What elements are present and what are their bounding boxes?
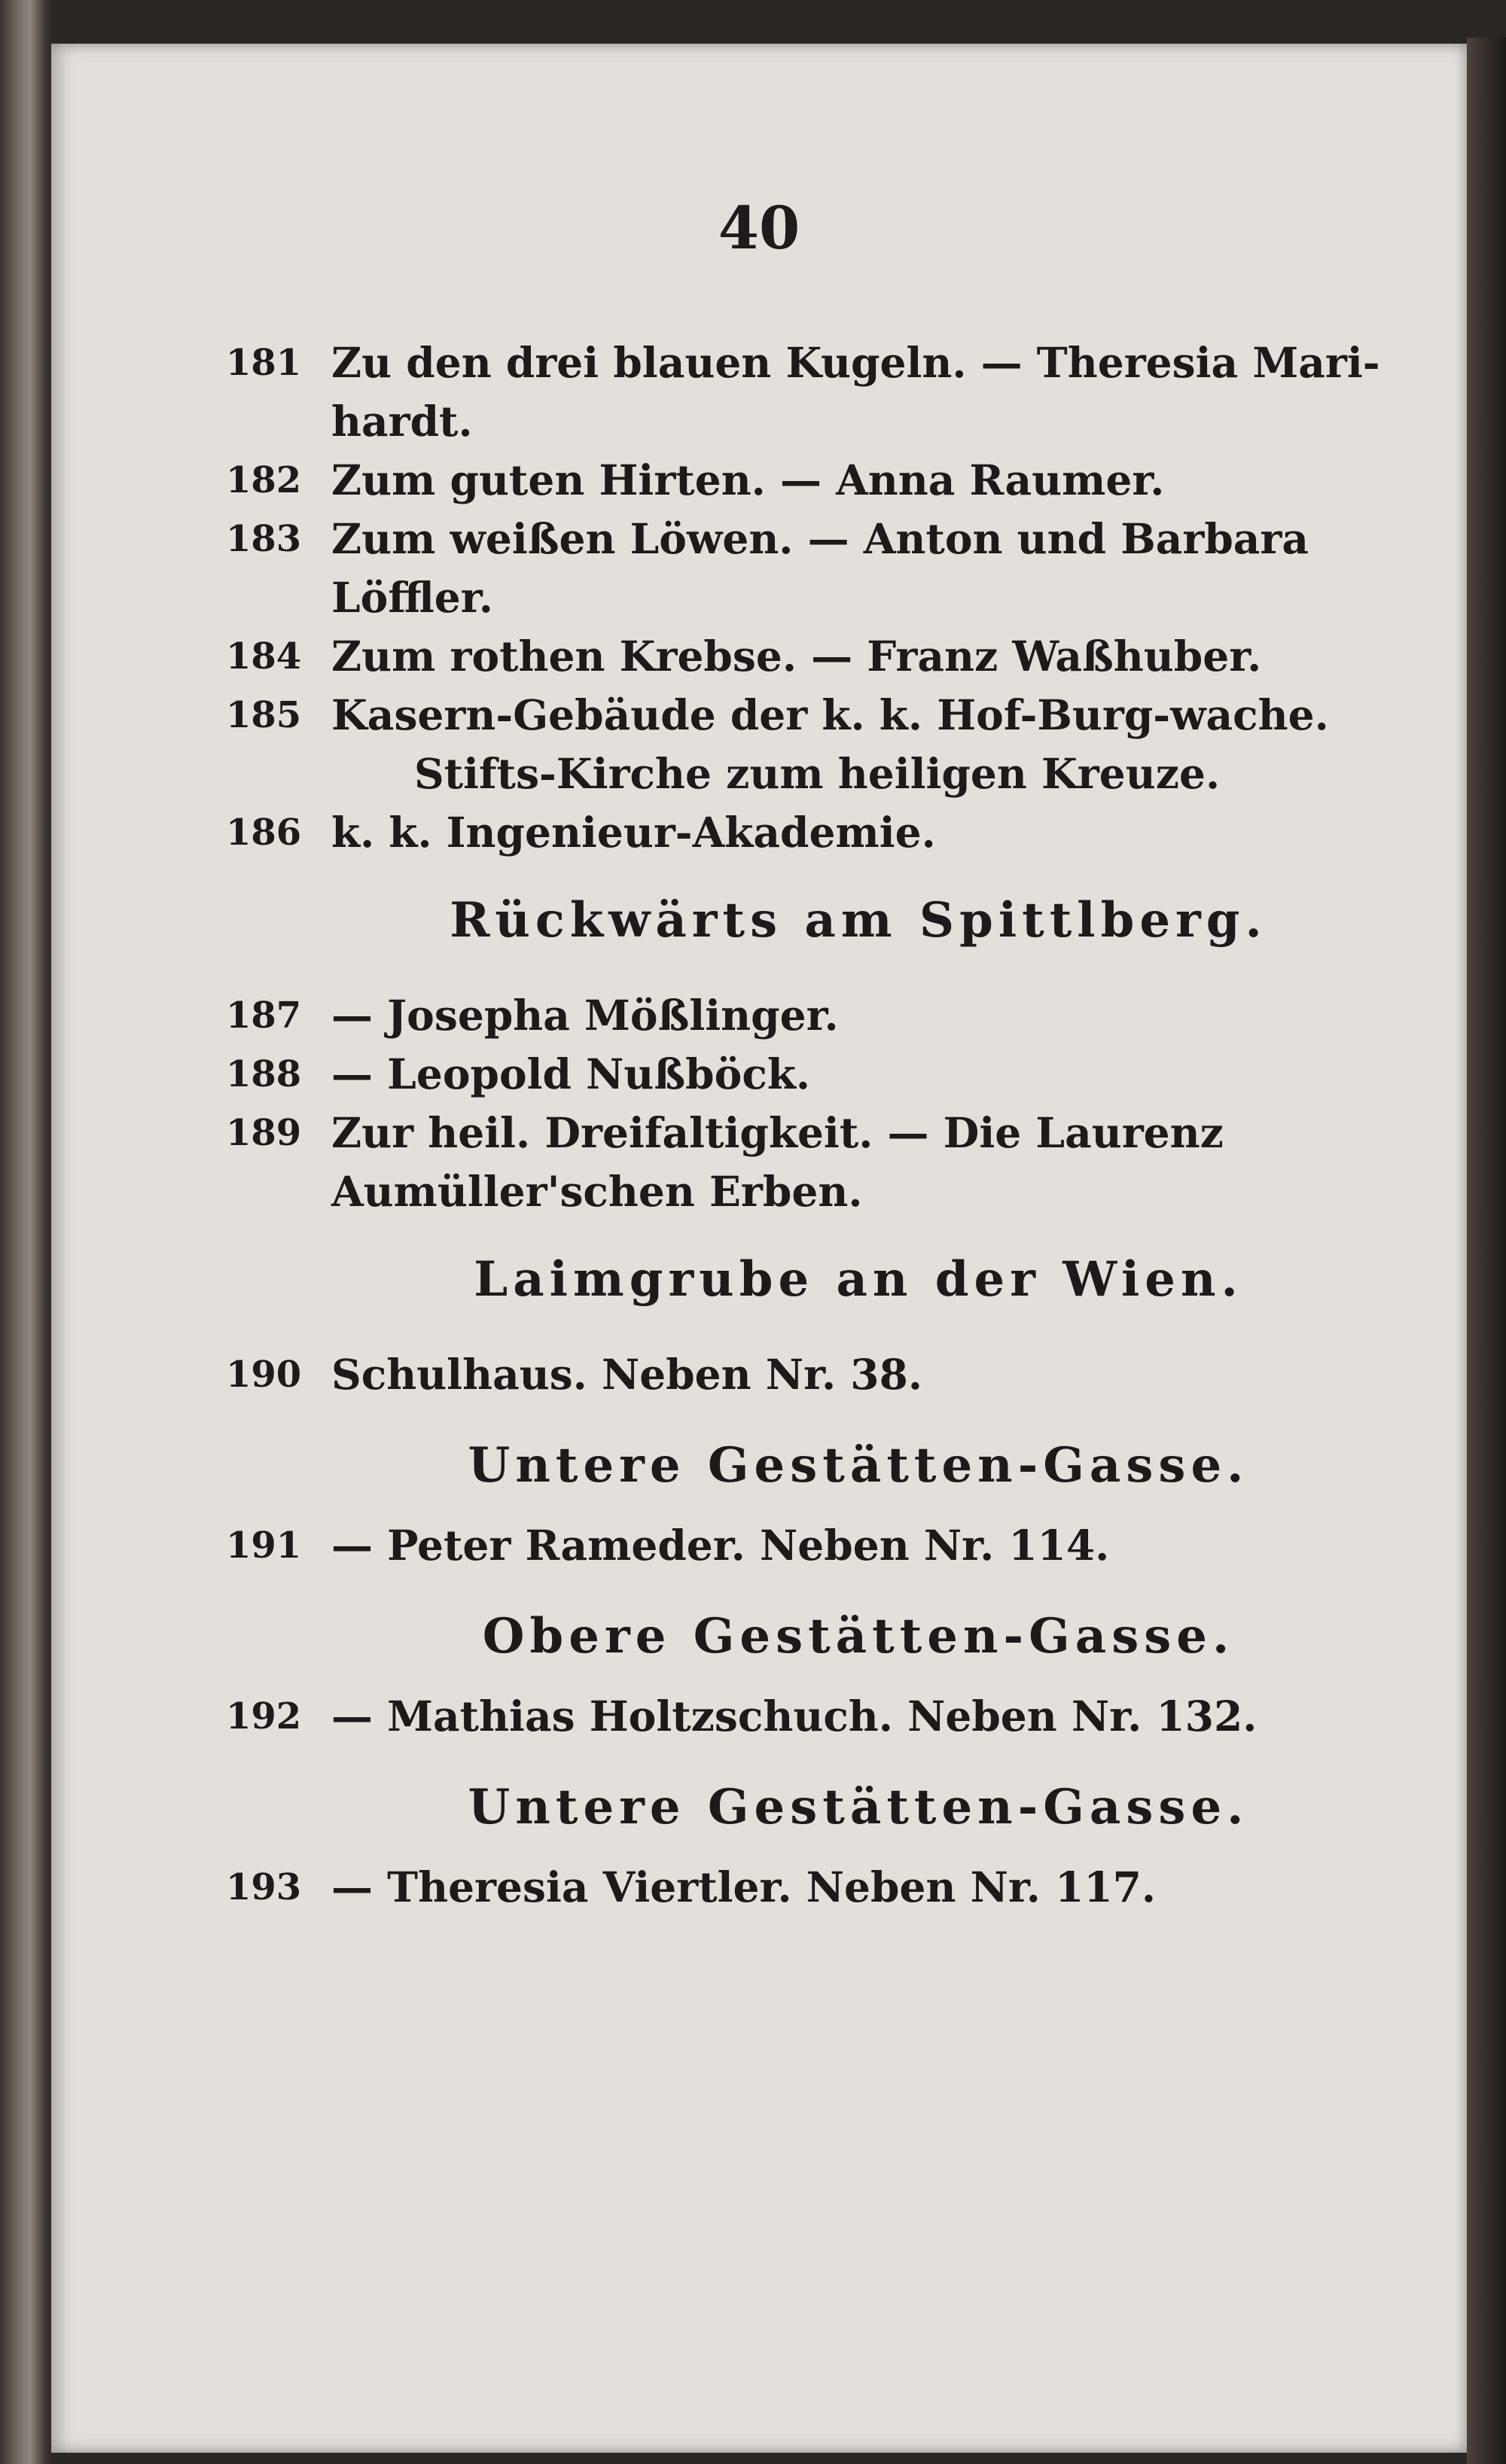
list-item [226, 803, 1423, 862]
entry-number: 192 [226, 1695, 302, 1738]
entry-text: Zum weißen Löwen. — Anton und Barbara Löffler. [331, 514, 1309, 622]
entry-text: Zu den drei blauen Kugeln. — Theresia Mari-hardt. [331, 338, 1380, 446]
book-page [51, 44, 1467, 2453]
entry-number: 189 [226, 1112, 302, 1154]
list-item [226, 986, 1423, 1045]
list-item [226, 510, 1423, 627]
section-heading: Obere Gestätten-Gasse. [482, 1608, 1235, 1664]
section-heading: Rückwärts am Spittlberg. [450, 892, 1267, 949]
section-heading: Untere Gestätten-Gasse. [468, 1437, 1249, 1494]
entry-number: 191 [226, 1524, 302, 1567]
page-number: 40 [718, 194, 800, 263]
entry-text: — Peter Rameder. Neben Nr. 114. [331, 1521, 1110, 1570]
page-content [226, 334, 1423, 1917]
list-item [226, 1345, 1423, 1404]
entry-number: 184 [226, 635, 302, 678]
entry-text: — Josepha Mößlinger. [331, 991, 839, 1040]
entry-text: Zum guten Hirten. — Anna Raumer. [331, 455, 1165, 504]
entry-number: 186 [226, 812, 302, 854]
list-item [226, 1045, 1423, 1104]
entry-number: 188 [226, 1053, 302, 1095]
entry-text: Kasern-Gebäude der k. k. Hof-Burg-wache. [331, 690, 1329, 739]
list-item [226, 1687, 1423, 1746]
entry-number: 193 [226, 1866, 302, 1908]
entry-text: k. k. Ingenieur-Akademie. [331, 808, 936, 857]
entry-text: — Theresia Viertler. Neben Nr. 117. [331, 1862, 1157, 1911]
list-item [226, 1516, 1423, 1575]
section-heading: Laimgrube an der Wien. [474, 1251, 1243, 1308]
sub-entry: Stifts-Kirche zum heiligen Kreuze. [414, 749, 1221, 798]
entry-text: — Leopold Nußböck. [331, 1049, 811, 1098]
list-item [226, 627, 1423, 686]
entry-number: 182 [226, 459, 302, 501]
entry-text: — Mathias Holtzschuch. Neben Nr. 132. [331, 1692, 1258, 1741]
list-item [226, 451, 1423, 510]
entry-text: Schulhaus. Neben Nr. 38. [331, 1350, 922, 1399]
entry-text: Zum rothen Krebse. — Franz Waßhuber. [331, 632, 1262, 681]
entry-number: 181 [226, 342, 302, 384]
entry-number: 185 [226, 694, 302, 736]
entry-number: 183 [226, 518, 302, 560]
list-item [226, 1858, 1423, 1917]
section-heading: Untere Gestätten-Gasse. [468, 1779, 1249, 1835]
list-item [226, 686, 1423, 745]
list-item [226, 1104, 1423, 1221]
book-right-edge [1467, 38, 1506, 2464]
entry-text: Zur heil. Dreifaltigkeit. — Die Laurenz Aumüller'schen Erben. [331, 1108, 1224, 1216]
entry-number: 190 [226, 1354, 302, 1396]
entry-number: 187 [226, 994, 302, 1037]
list-item [226, 334, 1423, 451]
